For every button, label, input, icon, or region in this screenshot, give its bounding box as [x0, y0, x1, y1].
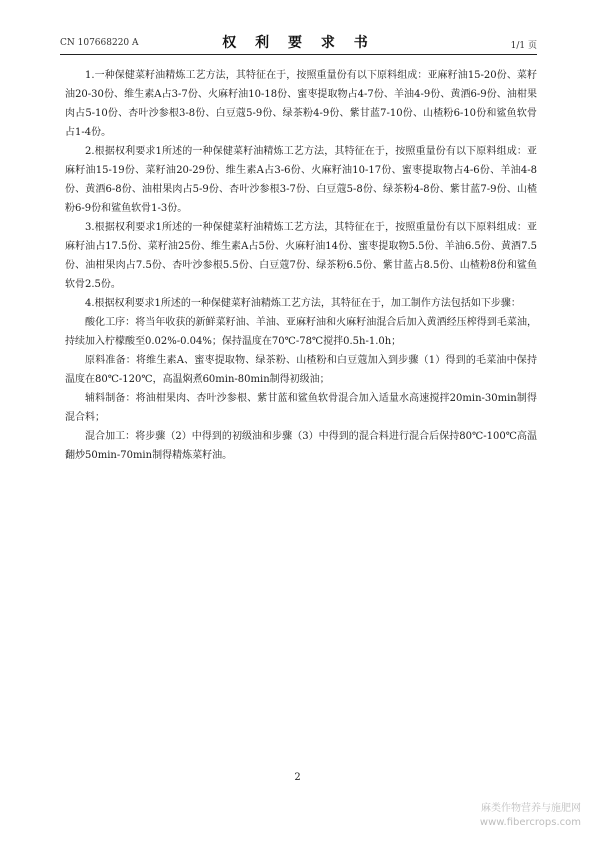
- page-count: 1/1 页: [510, 41, 537, 51]
- step-mixing: 混合加工：将步骤（2）中得到的初级油和步骤（3）中得到的混合料进行混合后保持80℃-100℃高温翻炒50min-70min制得精炼菜籽油。: [65, 431, 537, 461]
- page-number: 2: [294, 772, 301, 783]
- publication-number: CN 107668220 A: [60, 38, 139, 48]
- step-material-prep: 原料准备：将维生素A、蜜枣提取物、绿茶粉、山楂粉和白豆蔻加入到步骤（1）得到的毛菜油中保持温度在80℃-120℃，高温焖煮60min-80min制得初级油；: [65, 355, 537, 385]
- watermark-site-name: 麻类作物营养与施肥网: [481, 803, 581, 814]
- claim-2: 2.根据权利要求1所述的一种保健菜籽油精炼工艺方法，其特征在于，按照重量份有以下原料组成：亚麻籽油15-19份、菜籽油20-29份、维生素A占3-6份、火麻籽油10-17份、蜜枣提取物占4-6份、羊油4-8份、黄酒6-8份、油柑果肉占5-9份、杏叶沙参根3-7份、白豆蔻5-8份、绿茶粉4-8份、紫甘蓝7-9份、山楂粉6-9份和鲨鱼软骨1-3份。: [65, 146, 537, 214]
- header-rule: [60, 54, 537, 55]
- document-header: [60, 30, 537, 52]
- step-auxiliary-prep: 辅料制备：将油柑果肉、杏叶沙参根、紫甘蓝和鲨鱼软骨混合加入适量水高速搅拌20min-30min制得混合料；: [65, 393, 537, 423]
- page-title: 权 利 要 求 书: [222, 35, 375, 51]
- watermark: [480, 802, 581, 830]
- claim-3: 3.根据权利要求1所述的一种保健菜籽油精炼工艺方法，其特征在于，按照重量份有以下原料组成：亚麻籽油占17.5份、菜籽油25份、维生素A占5份、火麻籽油14份、蜜枣提取物5.5份、羊油6.5份、黄酒7.5份、油柑果肉占7.5份、杏叶沙参根5.5份、白豆蔻7份、绿茶粉6.5份、紫甘蓝占8.5份、山楂粉8份和鲨鱼软骨2.5份。: [65, 222, 537, 290]
- watermark-url: www.fibercrops.com: [479, 817, 581, 828]
- claim-4: 4.根据权利要求1所述的一种保健菜籽油精炼工艺方法，其特征在于，加工制作方法包括如下步骤：: [85, 298, 521, 309]
- claims-body: [65, 66, 537, 465]
- claim-1: 1.一种保健菜籽油精炼工艺方法，其特征在于，按照重量份有以下原料组成：亚麻籽油15-20份、菜籽油20-30份、维生素A占3-7份、火麻籽油10-18份、蜜枣提取物占4-7份、羊油4-9份、黄酒6-9份、油柑果肉占5-10份、杏叶沙参根3-8份、白豆蔻5-9份、绿茶粉4-9份、紫甘蓝7-10份、山楂粉6-10份和鲨鱼软骨占1-4份。: [65, 70, 537, 138]
- step-acidification: 酸化工序：将当年收获的新鲜菜籽油、羊油、亚麻籽油和火麻籽油混合后加入黄酒经压榨得到毛菜油，持续加入柠檬酸至0.02%-0.04%；保持温度在70℃-78℃搅拌0.5h-1.0h；: [65, 317, 537, 347]
